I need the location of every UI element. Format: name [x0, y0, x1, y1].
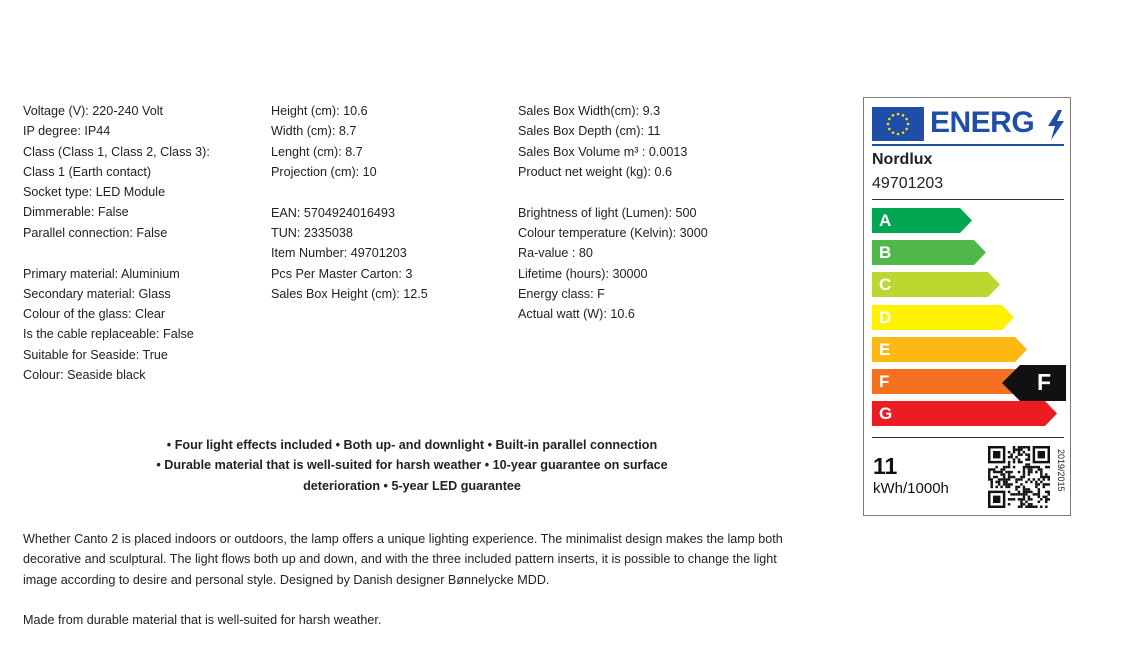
spec-column-packaging-light	[518, 101, 708, 324]
lightning-bolt-icon	[1045, 110, 1067, 140]
energy-class-bar-g	[872, 401, 1057, 426]
regulation-number: 2019/2015	[1056, 449, 1066, 492]
eu-star	[888, 118, 891, 121]
qr-code-icon	[988, 446, 1050, 508]
energy-class-shape	[872, 401, 1057, 426]
spec-row: Socket type: LED Module	[23, 185, 166, 200]
spec-spacer	[23, 243, 210, 264]
feature-line: • Durable material that is well-suited for harsh weather • 10-year guarantee on surface	[156, 458, 668, 473]
energy-class-letter: G	[879, 404, 893, 423]
product-description	[23, 529, 813, 631]
spec-row: Lenght (cm): 8.7	[271, 144, 363, 159]
spec-row: Width (cm): 8.7	[271, 124, 357, 139]
spec-row: Sales Box Height (cm): 12.5	[271, 286, 428, 301]
spec-row: Sales Box Volume m³ : 0.0013	[518, 144, 688, 159]
energy-class-bar-a	[872, 208, 972, 233]
spec-row: Item Number: 49701203	[271, 246, 407, 261]
eu-star	[907, 123, 910, 126]
spec-row: Sales Box Depth (cm): 11	[518, 124, 661, 139]
energy-label	[863, 97, 1071, 516]
energy-class-shape	[872, 337, 1027, 362]
spec-row: Class 1 (Earth contact)	[23, 164, 152, 179]
eu-star	[905, 118, 908, 121]
energy-class-letter: E	[879, 340, 891, 359]
energy-class-letter: A	[879, 211, 892, 230]
spec-row: Actual watt (W): 10.6	[518, 307, 635, 322]
spec-row: Product net weight (kg): 0.6	[518, 164, 673, 179]
energy-class-letter: D	[879, 308, 892, 327]
eu-star	[897, 133, 900, 136]
eu-star	[887, 123, 890, 126]
eu-star	[897, 113, 900, 116]
energy-class-letter: C	[879, 275, 892, 294]
spec-column-dimensions	[271, 101, 428, 304]
energy-consumption-value: 11	[873, 453, 898, 479]
spec-row: IP degree: IP44	[23, 124, 111, 139]
spec-row: Colour: Seaside black	[23, 368, 146, 383]
spec-spacer	[518, 182, 708, 203]
eu-star	[888, 128, 891, 131]
spec-row: Parallel connection: False	[23, 225, 168, 240]
spec-row: Voltage (V): 220-240 Volt	[23, 104, 164, 118]
spec-row: EAN: 5704924016493	[271, 205, 395, 220]
spec-row: Ra-value : 80	[518, 246, 593, 261]
spec-row: Suitable for Seaside: True	[23, 347, 168, 362]
model-number: 49701203	[872, 175, 944, 192]
energy-consumption-unit: kWh/1000h	[873, 480, 949, 497]
description-paragraph: Whether Canto 2 is placed indoors or outdoors, the lamp offers a unique lighting experience. The minimalist design makes the lamp both decorative and sculptural. The light flows both up and down, and with the three included pattern inserts, it is possible to change the light image according to desire and personal style. Designed by Danish designer Bønnelycke MDD.	[23, 532, 783, 587]
eu-star	[902, 114, 905, 117]
eu-star	[905, 128, 908, 131]
eu-star	[902, 131, 905, 134]
rated-class-letter: F	[1036, 369, 1052, 395]
spec-row: Is the cable replaceable: False	[23, 327, 194, 342]
feature-highlights	[120, 435, 704, 496]
spec-row: Colour of the glass: Clear	[23, 307, 166, 322]
supplier-name: Nordlux	[872, 151, 933, 168]
spec-row: Colour temperature (Kelvin): 3000	[518, 225, 708, 240]
spec-row: TUN: 2335038	[271, 225, 353, 240]
spec-row: Dimmerable: False	[23, 205, 129, 220]
description-paragraph: Made from durable material that is well-suited for harsh weather.	[23, 613, 382, 628]
spec-column-electrical	[23, 101, 210, 385]
energy-class-shape	[872, 305, 1014, 330]
eu-star	[892, 114, 895, 117]
spec-row: Brightness of light (Lumen): 500	[518, 205, 697, 220]
eu-flag-icon	[872, 107, 924, 141]
spec-row: Height (cm): 10.6	[271, 104, 368, 118]
energy-class-bar-d	[872, 305, 1014, 330]
spec-row: Energy class: F	[518, 286, 605, 301]
energy-heading: ENERG	[930, 106, 1035, 139]
spec-spacer	[271, 182, 428, 203]
energy-class-bar-c	[872, 272, 1000, 297]
spec-row: Projection (cm): 10	[271, 164, 377, 179]
spec-row: Pcs Per Master Carton: 3	[271, 266, 413, 281]
spec-row: Primary material: Aluminium	[23, 266, 180, 281]
feature-line: • Four light effects included • Both up- and downlight • Built-in parallel connection	[166, 438, 658, 452]
energy-class-bar-b	[872, 240, 986, 265]
spec-row: Secondary material: Glass	[23, 286, 171, 301]
energy-class-letter: F	[879, 372, 890, 391]
feature-line: deterioration • 5-year LED guarantee	[303, 478, 521, 493]
label-divider	[872, 437, 1064, 438]
spec-row: Class (Class 1, Class 2, Class 3):	[23, 144, 210, 159]
energy-class-letter: B	[879, 243, 892, 262]
eu-star	[892, 131, 895, 134]
spec-row: Sales Box Width(cm): 9.3	[518, 104, 661, 118]
label-divider	[872, 199, 1064, 200]
spec-row: Lifetime (hours): 30000	[518, 266, 648, 281]
header-rule	[872, 144, 1064, 146]
energy-class-bar-e	[872, 337, 1027, 362]
